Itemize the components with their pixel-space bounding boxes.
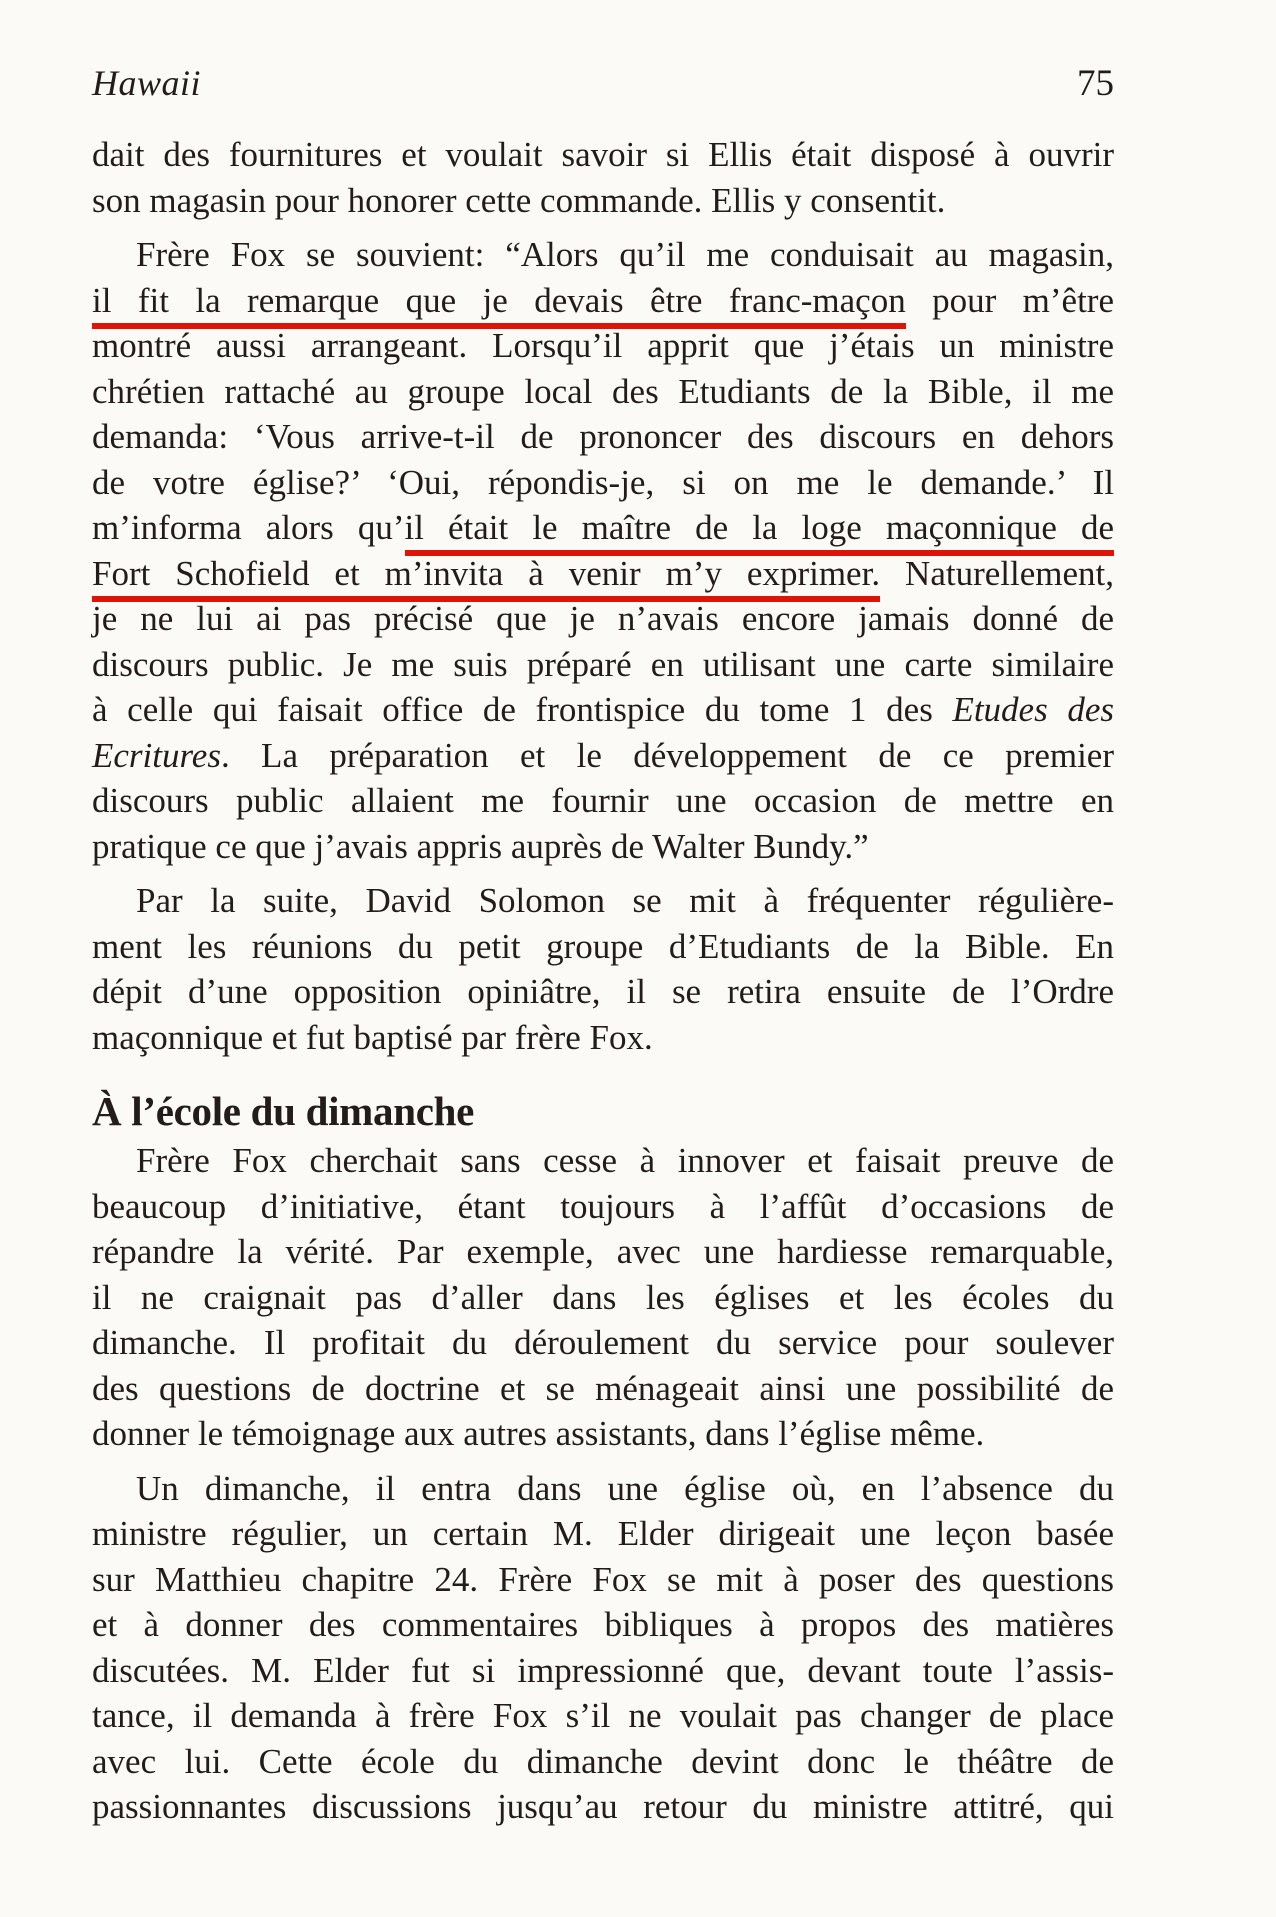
text-line: [92, 1693, 1114, 1739]
text-line: [92, 1229, 1114, 1275]
text-run: dépit d’une opposition opiniâtre, il se retira ensuite de l’Ordre: [92, 972, 1114, 1011]
text-run: ministre régulier, un certain M. Elder dirigeait une leçon basée: [92, 1514, 1114, 1553]
text-run: discours public allaient me fournir une occasion de mettre en: [92, 781, 1114, 820]
text-run: répandre la vérité. Par exemple, avec une hardiesse remarquable,: [92, 1232, 1114, 1271]
text-line: [92, 1602, 1114, 1648]
text-run: tance, il demanda à frère Fox s’il ne voulait pas changer de place: [92, 1696, 1114, 1735]
text-line: [92, 687, 1114, 733]
text-run: sur Matthieu chapitre 24. Frère Fox se mit à poser des questions: [92, 1559, 1114, 1599]
text-run: chrétien rattaché au groupe local des Etudiants de la Bible, il me: [92, 371, 1114, 411]
text-line: [92, 1557, 1114, 1603]
text-line: [92, 1411, 1114, 1457]
text-line: [92, 1466, 1114, 1512]
red-underlined-text: il était le maître de la loge maçonnique de: [405, 508, 1115, 556]
text-line: [92, 1275, 1114, 1321]
page-number: 75: [1077, 63, 1114, 104]
text-line: [92, 596, 1114, 642]
text-line: [92, 924, 1114, 970]
paragraph: [92, 878, 1114, 1060]
text-line: [92, 414, 1114, 460]
text-run: pour m’être: [905, 280, 1115, 320]
text-run: avec lui. Cette école du dimanche devint donc le théâtre de: [92, 1741, 1114, 1781]
text-line: [92, 642, 1114, 688]
text-run: montré aussi arrangeant. Lorsqu’il apprit que j’étais un ministre: [92, 326, 1114, 365]
italic-book-title: Ecritures: [92, 735, 221, 775]
running-title: Hawaii: [92, 63, 202, 103]
section-heading: À l’école du dimanche: [92, 1088, 475, 1134]
text-line: [92, 1648, 1114, 1694]
paragraph: [92, 132, 1114, 223]
text-run: dait des fournitures et voulait savoir si Ellis était disposé à ouvrir: [92, 135, 1114, 174]
text-run: beaucoup d’initiative, étant toujours à l’affût d’occasions de: [92, 1186, 1114, 1226]
text-run: passionnantes discussions jusqu’au retour du ministre attitré, qui: [92, 1787, 1114, 1826]
text-run: à celle qui faisait office de frontispice du tome 1 des: [92, 690, 953, 729]
text-run: Par la suite, David Solomon se mit à fréquenter régulière-: [136, 881, 1114, 920]
text-line: [92, 323, 1114, 369]
text-line: [92, 969, 1114, 1015]
text-run: maçonnique et fut baptisé par frère Fox.: [92, 1017, 653, 1057]
text-run: donner le témoignage aux autres assistants, dans l’église même.: [92, 1414, 985, 1453]
text-line: [92, 1511, 1114, 1557]
text-line: [92, 1184, 1114, 1230]
text-run: . La préparation et le développement de ce premier: [220, 735, 1114, 775]
text-run: m’informa alors qu’: [92, 508, 405, 547]
text-run: je ne lui ai pas précisé que je n’avais encore jamais donné de: [92, 599, 1114, 638]
text-line: [92, 369, 1114, 415]
paragraph: [92, 1138, 1114, 1457]
text-run: il ne craignait pas d’aller dans les églises et les écoles du: [92, 1277, 1114, 1317]
text-line: [92, 1320, 1114, 1366]
text-run: des questions de doctrine et se ménageait ainsi une possibilité de: [92, 1368, 1114, 1408]
text-line: [92, 1138, 1114, 1184]
text-run: demanda: ‘Vous arrive-t-il de prononcer des discours en dehors: [92, 417, 1114, 456]
text-line: [92, 551, 1114, 597]
text-line: [92, 460, 1114, 506]
text-line: [92, 1366, 1114, 1412]
text-line: [92, 1015, 1114, 1061]
text-run: son magasin pour honorer cette commande. Ellis y consentit.: [92, 180, 946, 220]
text-line: [92, 1739, 1114, 1785]
red-underlined-text: Fort Schofield et m’invita à venir m’y exprimer.: [92, 554, 880, 602]
text-line: [92, 132, 1114, 178]
text-line: [92, 505, 1114, 551]
text-line: [92, 778, 1114, 824]
text-run: discutées. M. Elder fut si impressionné que, devant toute l’assis-: [92, 1650, 1114, 1690]
text-line: [92, 178, 1114, 224]
red-underlined-text: il fit la remarque que je devais être franc-maçon: [92, 281, 906, 329]
text-line: [92, 824, 1114, 870]
paragraph: [92, 232, 1114, 869]
italic-book-title: Etudes des: [952, 690, 1114, 729]
page-header: [92, 62, 1114, 105]
text-line: [92, 878, 1114, 924]
text-run: Naturellement,: [880, 553, 1114, 593]
text-line: [92, 1784, 1114, 1830]
paragraph: [92, 1466, 1114, 1830]
text-run: Frère Fox cherchait sans cesse à innover et faisait preuve de: [136, 1141, 1114, 1180]
text-run: et à donner des commentaires bibliques à propos des matières: [92, 1605, 1114, 1644]
text-run: de votre église?’ ‘Oui, répondis-je, si on me le demande.’ Il: [92, 462, 1114, 502]
text-line: [92, 278, 1114, 324]
text-run: dimanche. Il profitait du déroulement du service pour soulever: [92, 1323, 1114, 1362]
text-run: Un dimanche, il entra dans une église où, en l’absence du: [136, 1468, 1114, 1508]
text-run: Frère Fox se souvient: “Alors qu’il me conduisait au magasin,: [136, 235, 1114, 274]
text-run: pratique ce que j’avais appris auprès de Walter Bundy.”: [92, 826, 869, 866]
page-body: [92, 132, 1114, 1830]
text-run: ment les réunions du petit groupe d’Etudiants de la Bible. En: [92, 926, 1114, 966]
text-line: [92, 232, 1114, 278]
text-run: discours public. Je me suis préparé en utilisant une carte similaire: [92, 644, 1114, 684]
text-line: [92, 733, 1114, 779]
